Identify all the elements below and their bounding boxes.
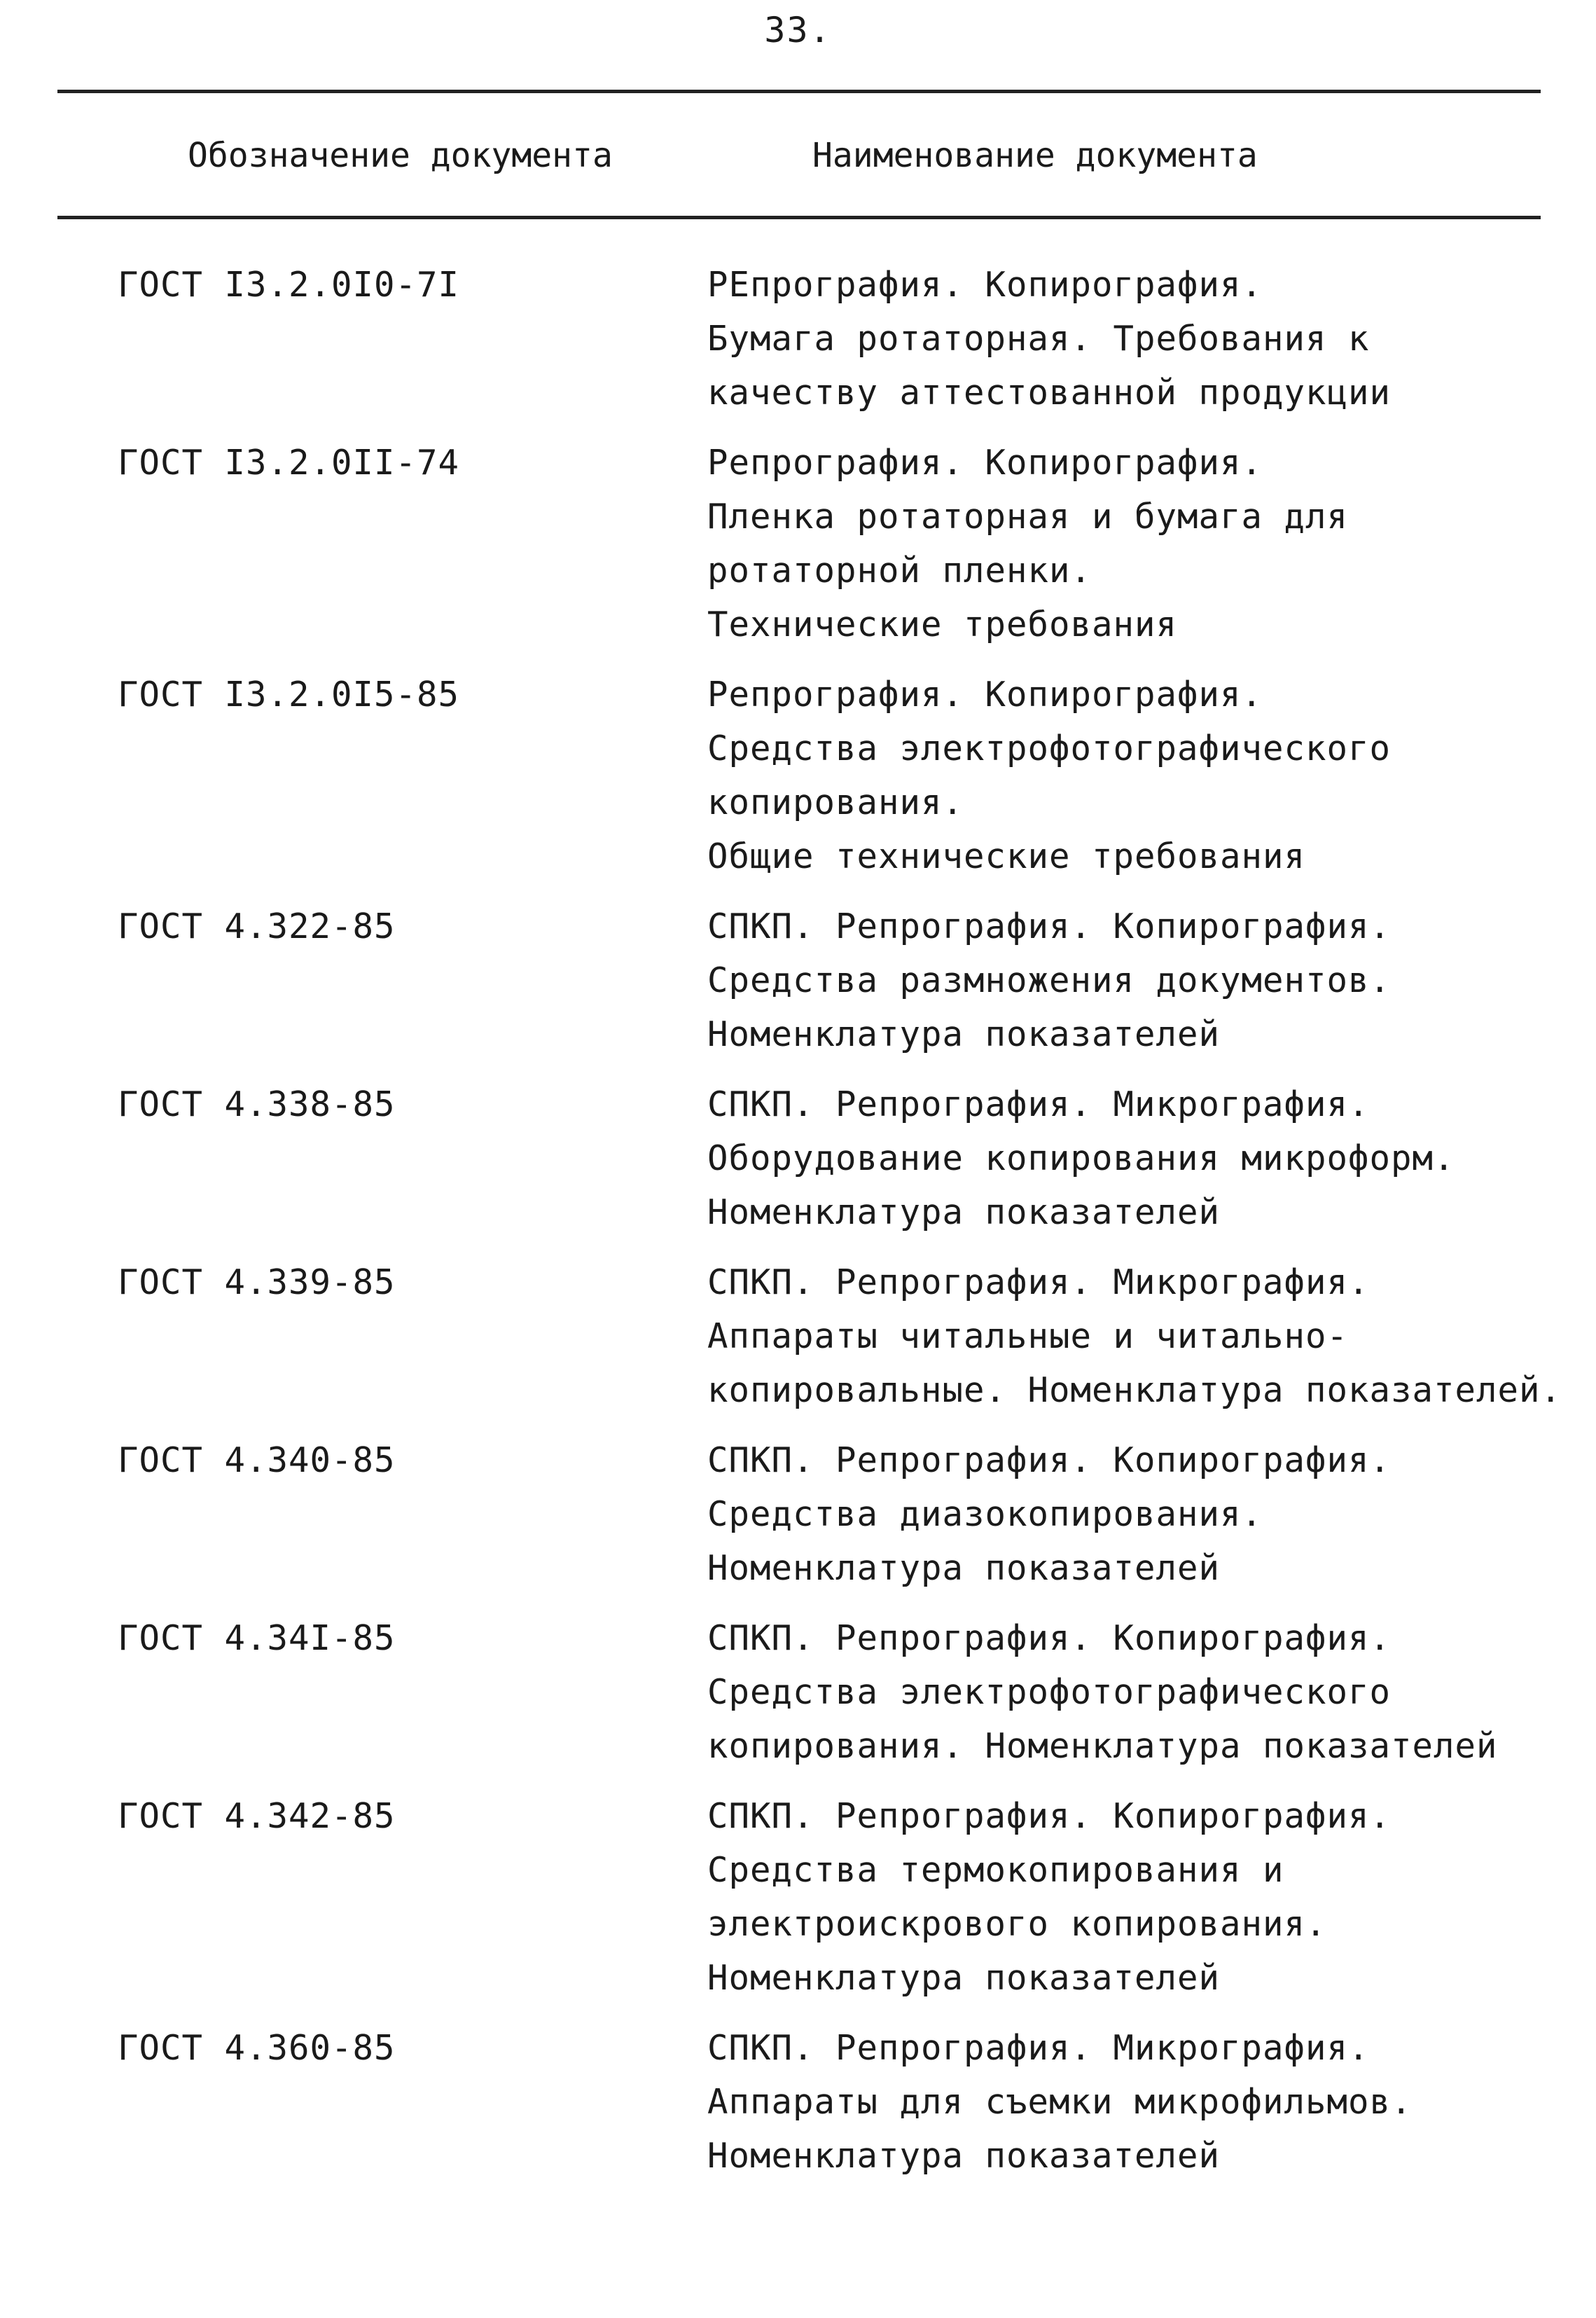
- document-title-line: Пленка ротаторная и бумага для: [707, 497, 1349, 537]
- document-title: [707, 258, 1576, 420]
- document-title: [707, 1255, 1576, 1417]
- column-header-designation: Обозначение документа: [188, 136, 613, 175]
- document-title-line: Номенклатура показателей: [707, 1958, 1221, 1998]
- document-title-line: копирования.: [707, 782, 964, 822]
- document-code: ГОСТ 4.338-85: [118, 1084, 396, 1124]
- document-title-line: ротаторной пленки.: [707, 551, 1092, 591]
- column-header-name: Наименование документа: [812, 136, 1258, 175]
- document-title: [707, 1789, 1576, 2005]
- table-row: [0, 899, 1596, 1077]
- document-title-line: Репрография. Копирография.: [707, 443, 1263, 483]
- document-title-line: СПКП. Репрография. Микрография.: [707, 2028, 1370, 2068]
- table-row: [0, 1611, 1596, 1789]
- row-spacer: [0, 1239, 1596, 1255]
- top-rule: [57, 90, 1541, 93]
- table-row: [0, 1789, 1596, 2021]
- page-number: 33.: [764, 10, 832, 50]
- document-title-line: электроискрового копирования.: [707, 1904, 1327, 1944]
- document-title-line: Средства термокопирования и: [707, 1850, 1284, 1890]
- document-title: [707, 1611, 1576, 1773]
- document-title: [707, 1433, 1576, 1595]
- document-list: [0, 258, 1596, 2199]
- document-title-line: копировальные. Номенклатура показателей.: [707, 1370, 1562, 1410]
- row-spacer: [0, 1061, 1596, 1077]
- header-rule: [57, 216, 1541, 219]
- document-title-line: РЕпрография. Копирография.: [707, 265, 1263, 305]
- document-code: ГОСТ 4.342-85: [118, 1796, 396, 1836]
- row-spacer: [0, 883, 1596, 899]
- document-title-line: Номенклатура показателей: [707, 1192, 1221, 1232]
- document-code: ГОСТ I3.2.0I0-7I: [118, 265, 460, 305]
- document-title-line: СПКП. Репрография. Копирография.: [707, 1796, 1392, 1836]
- document-title-line: СПКП. Репрография. Микрография.: [707, 1084, 1370, 1124]
- document-code: ГОСТ I3.2.0I5-85: [118, 675, 460, 715]
- document-title: [707, 2021, 1576, 2183]
- row-spacer: [0, 1417, 1596, 1433]
- document-title-line: Аппараты для съемки микрофильмов.: [707, 2082, 1413, 2122]
- table-row: [0, 2021, 1596, 2199]
- document-code: ГОСТ I3.2.0II-74: [118, 443, 460, 483]
- document-title-line: Бумага ротаторная. Требования к: [707, 319, 1370, 359]
- document-title-line: Номенклатура показателей: [707, 2136, 1221, 2176]
- document-title-line: Средства диазокопирования.: [707, 1494, 1263, 1534]
- document-code: ГОСТ 4.34I-85: [118, 1618, 396, 1658]
- document-code: ГОСТ 4.339-85: [118, 1262, 396, 1302]
- row-spacer: [0, 2183, 1596, 2199]
- document-title-line: качеству аттестованной продукции: [707, 373, 1392, 413]
- document-title-line: СПКП. Репрография. Копирография.: [707, 1618, 1392, 1658]
- row-spacer: [0, 2005, 1596, 2021]
- document-code: ГОСТ 4.360-85: [118, 2028, 396, 2068]
- document-title-line: Средства размножения документов.: [707, 960, 1392, 1000]
- document-title-line: СПКП. Репрография. Копирография.: [707, 906, 1392, 946]
- table-row: [0, 1077, 1596, 1255]
- document-title-line: Оборудование копирования микроформ.: [707, 1138, 1455, 1178]
- row-spacer: [0, 651, 1596, 668]
- row-spacer: [0, 1773, 1596, 1789]
- document-title-line: Номенклатура показателей: [707, 1014, 1221, 1054]
- document-title-line: копирования. Номенклатура показателей: [707, 1726, 1498, 1766]
- table-row: [0, 1433, 1596, 1611]
- document-code: ГОСТ 4.340-85: [118, 1440, 396, 1480]
- table-row: [0, 258, 1596, 436]
- document-title-line: Аппараты читальные и читально-: [707, 1316, 1349, 1356]
- table-row: [0, 1255, 1596, 1433]
- table-row: [0, 436, 1596, 668]
- document-title: [707, 668, 1576, 883]
- document-title-line: Репрография. Копирография.: [707, 675, 1263, 715]
- document-title-line: Общие технические требования: [707, 836, 1306, 876]
- document-title-line: СПКП. Репрография. Микрография.: [707, 1262, 1370, 1302]
- document-title-line: Технические требования: [707, 605, 1178, 644]
- document-title-line: Средства электрофотографического: [707, 729, 1392, 768]
- document-title-line: Средства электрофотографического: [707, 1672, 1392, 1712]
- document-title: [707, 436, 1576, 651]
- document-title: [707, 1077, 1576, 1239]
- table-row: [0, 668, 1596, 899]
- row-spacer: [0, 1595, 1596, 1611]
- document-title-line: Номенклатура показателей: [707, 1548, 1221, 1588]
- document-code: ГОСТ 4.322-85: [118, 906, 396, 946]
- document-title-line: СПКП. Репрография. Копирография.: [707, 1440, 1392, 1480]
- document-title: [707, 899, 1576, 1061]
- row-spacer: [0, 420, 1596, 436]
